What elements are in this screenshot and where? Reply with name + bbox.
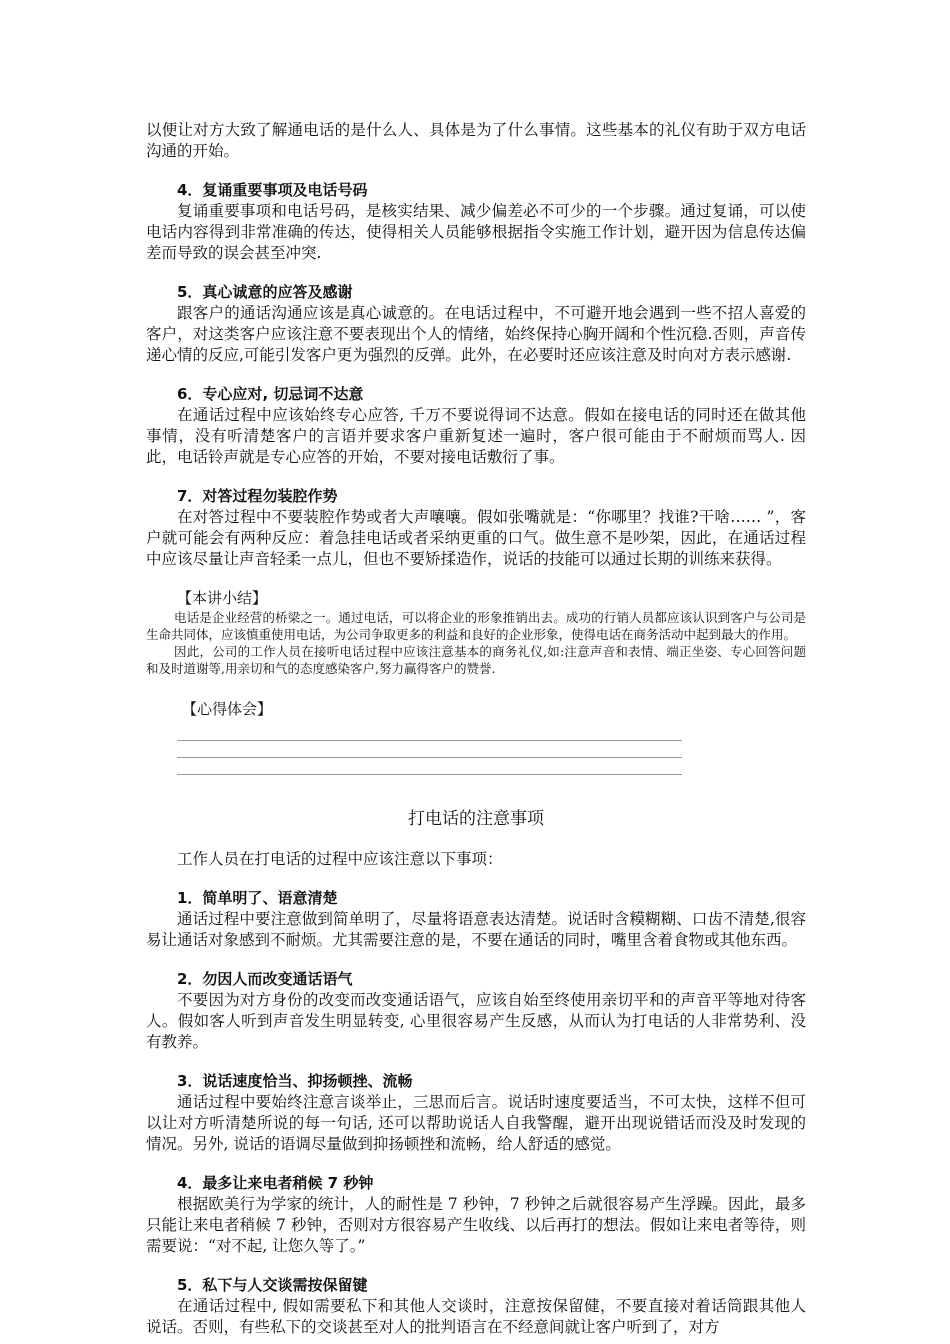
item-body: 通话过程中要始终注意言谈举止，三思而后言。说话时速度要适当，不可太快，这样不但可以让对方听清楚所说的每一句话, 还可以帮助说话人自我警醒，避开出现说错话而没及时发现的情况。另外, 说话的语调尽量做到抑扬顿挫和流畅，给人舒适的感觉。	[146, 1093, 806, 1153]
part1-item-6	[146, 384, 806, 468]
item-body: 跟客户的通话沟通应该是真心诚意的。在电话过程中，不可避开地会遇到一些不招人喜爱的客户，对这类客户应该注意不要表现出个人的情绪，始终保持心胸开阔和个性沉稳.否则，声音传递心情的反应,可能引发客户更为强烈的反弹。此外，在必要时还应该注意及时向对方表示感谢.	[146, 304, 806, 364]
writing-line	[177, 741, 682, 758]
summary-paragraph: 电话是企业经营的桥梁之一。通过电话，可以将企业的形象推销出去。成功的行销人员都应该认识到客户与公司是生命共同体，应该慎重使用电话，为公司争取更多的利益和良好的企业形象，使得电话在商务活动中起到最大的作用。	[146, 610, 806, 642]
summary-section	[146, 588, 806, 677]
item-body: 在通话过程中应该始终专心应答, 千万不要说得词不达意。假如在接电话的同时还在做其他事情，没有听清楚客户的言语并要求客户重新复述一遍时，客户很可能由于不耐烦而骂人. 因此，电话铃声就是专心应答的开始，不要对接电话敷衍了事。	[146, 406, 806, 466]
writing-line	[177, 758, 682, 775]
intro-paragraph: 以便让对方大致了解通电话的是什么人、具体是为了什么事情。这些基本的礼仪有助于双方电话沟通的开始。	[146, 121, 806, 160]
item-body: 复诵重要事项和电话号码，是核实结果、减少偏差必不可少的一个步骤。通过复诵，可以使电话内容得到非常准确的传达，使得相关人员能够根据指令实施工作计划，避开因为信息传达偏差而导致的误会甚至冲突.	[146, 202, 806, 262]
item-body: 根据欧美行为学家的统计，人的耐性是 7 秒钟，7 秒钟之后就很容易产生浮躁。因此，最多只能让来电者稍候 7 秒钟，否则对方很容易产生收线、以后再打的想法。假如让来电者等待，则需要说：“对不起, 让您久等了。”	[146, 1195, 806, 1255]
item-heading: 5．私下与人交谈需按保留键	[177, 1276, 368, 1294]
document-page	[146, 120, 806, 1338]
summary-paragraph: 因此，公司的工作人员在接听电话过程中应该注意基本的商务礼仪,如:注意声音和表情、端正坐姿、专心回答问题和及时道谢等,用亲切和气的态度感染客户,努力赢得客户的赞誉.	[146, 644, 806, 676]
part2-item-1	[146, 888, 806, 951]
part2-section	[146, 807, 806, 1338]
part2-item-2	[146, 969, 806, 1053]
part1-item-4	[146, 180, 806, 264]
summary-title: 【本讲小结】	[177, 589, 268, 607]
part2-item-5	[146, 1275, 806, 1338]
part2-item-4	[146, 1173, 806, 1257]
writing-line	[177, 724, 682, 741]
item-heading: 2．勿因人而改变通话语气	[177, 970, 353, 988]
part1-item-7	[146, 486, 806, 570]
item-body: 通话过程中要注意做到简单明了，尽量将语意表达清楚。说话时含糢糊糊、口齿不清楚,很容易让通话对象感到不耐烦。尤其需要注意的是，不要在通话的同时，嘴里含着食物或其他东西。	[146, 910, 806, 949]
item-heading: 1．简单明了、语意清楚	[177, 889, 338, 907]
item-heading: 3．说话速度恰当、抑扬顿挫、流畅	[177, 1072, 413, 1090]
section-title: 打电话的注意事项	[408, 809, 544, 829]
item-body: 在对答过程中不要装腔作势或者大声嚷嚷。假如张嘴就是：“你哪里？找谁?干啥…… ”，客户就可能会有两种反应：着急挂电话或者采纳更重的口气。做生意不是吵架，因此，在通话过程中应该尽量让声音轻柔一点儿，但也不要矫揉造作，说话的技能可以通过长期的训练来获得。	[146, 508, 806, 568]
item-heading: 6．专心应对, 切忌词不达意	[177, 385, 364, 403]
item-heading: 5．真心诚意的应答及感谢	[177, 283, 353, 301]
item-body: 不要因为对方身份的改变而改变通话语气，应该自始至终使用亲切平和的声音平等地对待客人。假如客人听到声音发生明显转变, 心里很容易产生反感，从而认为打电话的人非常势利、没有教养。	[146, 991, 806, 1051]
reflection-title: 【心得体会】	[182, 700, 273, 718]
part2-item-3	[146, 1071, 806, 1155]
item-body: 在通话过程中, 假如需要私下和其他人交谈时，注意按保留健，不要直接对着话筒跟其他人说话。否则，有些私下的交谈甚至对人的批判语言在不经意间就让客户听到了，对方	[146, 1297, 806, 1336]
item-heading: 4．复诵重要事项及电话号码	[177, 181, 368, 199]
part1-item-5	[146, 282, 806, 366]
item-heading: 4．最多让来电者稍候 7 秒钟	[177, 1174, 374, 1192]
reflection-section	[146, 699, 806, 775]
item-heading: 7．对答过程勿装腔作势	[177, 487, 338, 505]
section-lead: 工作人员在打电话的过程中应该注意以下事项：	[177, 850, 503, 868]
